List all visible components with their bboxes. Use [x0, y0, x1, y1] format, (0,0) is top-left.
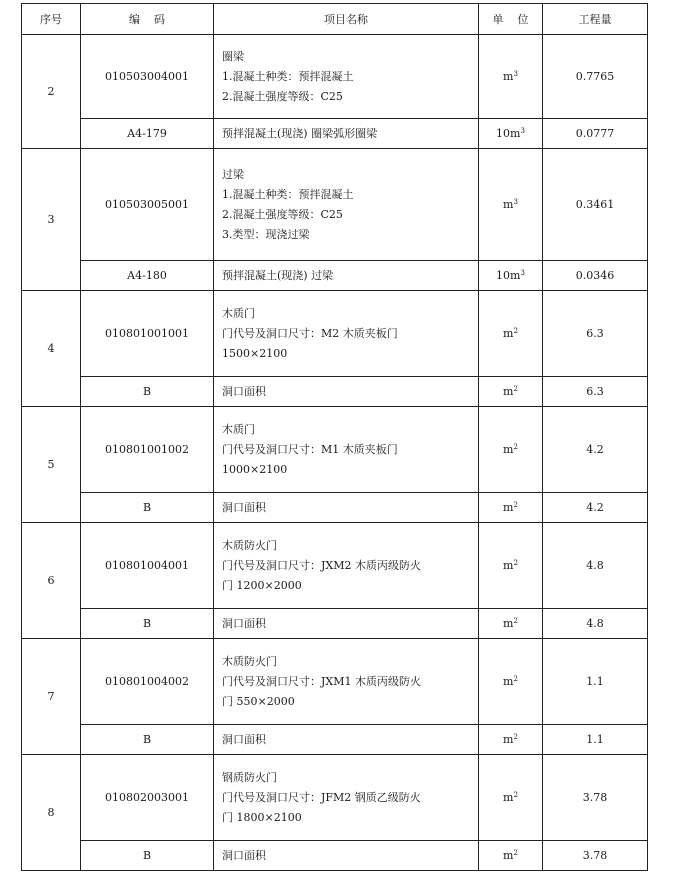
table-row	[22, 149, 648, 261]
table-row	[22, 841, 648, 871]
unit-base: 10m	[496, 127, 521, 140]
item-description-cell	[214, 291, 479, 377]
description-line: 门代号及洞口尺寸：JXM2 木质丙级防火	[222, 558, 421, 572]
item-description-cell: 洞口面积	[214, 493, 479, 523]
unit-exponent: 2	[513, 849, 518, 857]
unit-base: m	[503, 733, 514, 746]
table-row	[22, 639, 648, 725]
item-description-cell	[214, 639, 479, 725]
quantity-cell: 6.3	[543, 377, 648, 407]
item-description-cell	[214, 523, 479, 609]
code-cell: B	[81, 725, 214, 755]
table-row	[22, 291, 648, 377]
unit-cell	[479, 523, 543, 609]
unit-base: m	[503, 327, 514, 340]
quantity-cell: 3.78	[543, 841, 648, 871]
unit-base: m	[503, 617, 514, 630]
unit-base: m	[503, 198, 514, 211]
unit-base: m	[503, 791, 514, 804]
quantity-cell: 4.8	[543, 609, 648, 639]
item-description-cell: 洞口面积	[214, 841, 479, 871]
item-description-cell	[214, 149, 479, 261]
description-line: 钢质防火门	[222, 770, 277, 784]
code-cell: 010801004002	[81, 639, 214, 725]
unit-exponent: 2	[513, 327, 518, 335]
item-description-cell: 洞口面积	[214, 609, 479, 639]
unit-base: 10m	[496, 269, 521, 282]
table-row	[22, 755, 648, 841]
table-header-row	[22, 4, 648, 35]
description-line: 门代号及洞口尺寸：JXM1 木质丙级防火	[222, 674, 421, 688]
table-row	[22, 261, 648, 291]
quantity-cell: 0.7765	[543, 35, 648, 119]
quantity-cell: 0.0777	[543, 119, 648, 149]
description-line: 门 550×2000	[222, 694, 295, 708]
unit-cell	[479, 291, 543, 377]
unit-base: m	[503, 70, 514, 83]
unit-exponent: 2	[513, 559, 518, 567]
unit-exponent: 3	[520, 269, 525, 277]
seq-cell: 2	[22, 35, 81, 149]
description-line: 2.混凝土强度等级：C25	[222, 89, 343, 103]
header-qty: 工程量	[543, 4, 648, 35]
item-description-cell: 洞口面积	[214, 377, 479, 407]
quantity-cell: 3.78	[543, 755, 648, 841]
unit-exponent: 2	[513, 675, 518, 683]
item-description-cell	[214, 755, 479, 841]
quantity-cell: 0.0346	[543, 261, 648, 291]
code-cell: B	[81, 609, 214, 639]
quantity-cell: 1.1	[543, 725, 648, 755]
item-description-cell: 预拌混凝土(现浇) 圈梁弧形圈梁	[214, 119, 479, 149]
table-row	[22, 493, 648, 523]
table-row	[22, 35, 648, 119]
unit-exponent: 2	[513, 501, 518, 509]
seq-cell: 8	[22, 755, 81, 871]
code-cell: 010801004001	[81, 523, 214, 609]
unit-cell	[479, 407, 543, 493]
unit-base: m	[503, 675, 514, 688]
unit-cell	[479, 725, 543, 755]
quantity-cell: 1.1	[543, 639, 648, 725]
quantity-cell: 6.3	[543, 291, 648, 377]
quantity-cell: 4.2	[543, 407, 648, 493]
description-line: 木质防火门	[222, 654, 277, 668]
seq-cell: 3	[22, 149, 81, 291]
code-cell: B	[81, 493, 214, 523]
table-row	[22, 377, 648, 407]
table-row	[22, 725, 648, 755]
code-cell: B	[81, 841, 214, 871]
description-line: 3.类型：现浇过梁	[222, 227, 310, 241]
header-code: 编 码	[81, 4, 214, 35]
code-cell: 010802003001	[81, 755, 214, 841]
description-line: 圈梁	[222, 49, 244, 63]
seq-cell: 4	[22, 291, 81, 407]
quantity-cell: 4.8	[543, 523, 648, 609]
code-cell: 010503004001	[81, 35, 214, 119]
unit-exponent: 3	[513, 198, 518, 206]
unit-cell	[479, 841, 543, 871]
code-cell: A4-179	[81, 119, 214, 149]
unit-exponent: 2	[513, 385, 518, 393]
seq-cell: 5	[22, 407, 81, 523]
code-cell: 010503005001	[81, 149, 214, 261]
table-row	[22, 119, 648, 149]
item-description-cell	[214, 35, 479, 119]
unit-base: m	[503, 501, 514, 514]
quantity-cell: 0.3461	[543, 149, 648, 261]
description-line: 木质防火门	[222, 538, 277, 552]
unit-exponent: 2	[513, 443, 518, 451]
unit-exponent: 2	[513, 617, 518, 625]
quantity-cell: 4.2	[543, 493, 648, 523]
unit-cell	[479, 149, 543, 261]
unit-cell	[479, 119, 543, 149]
unit-cell	[479, 35, 543, 119]
unit-exponent: 2	[513, 791, 518, 799]
code-cell: B	[81, 377, 214, 407]
description-line: 木质门	[222, 422, 255, 436]
table-row	[22, 523, 648, 609]
unit-cell	[479, 261, 543, 291]
item-description-cell	[214, 407, 479, 493]
description-line: 门代号及洞口尺寸：JFM2 钢质乙级防火	[222, 790, 421, 804]
header-unit: 单 位	[479, 4, 543, 35]
table-row	[22, 609, 648, 639]
unit-exponent: 2	[513, 733, 518, 741]
description-line: 过梁	[222, 167, 244, 181]
seq-cell: 6	[22, 523, 81, 639]
unit-base: m	[503, 849, 514, 862]
unit-base: m	[503, 559, 514, 572]
unit-cell	[479, 609, 543, 639]
description-line: 木质门	[222, 306, 255, 320]
description-line: 门 1200×2000	[222, 578, 302, 592]
unit-cell	[479, 377, 543, 407]
unit-cell	[479, 755, 543, 841]
code-cell: 010801001002	[81, 407, 214, 493]
description-line: 门 1800×2100	[222, 810, 302, 824]
item-description-cell: 预拌混凝土(现浇) 过梁	[214, 261, 479, 291]
code-cell: 010801001001	[81, 291, 214, 377]
unit-cell	[479, 639, 543, 725]
description-line: 1.混凝土种类：预拌混凝土	[222, 187, 354, 201]
table-body	[22, 35, 648, 871]
header-name: 项目名称	[214, 4, 479, 35]
unit-base: m	[503, 443, 514, 456]
unit-cell	[479, 493, 543, 523]
description-line: 门代号及洞口尺寸：M1 木质夹板门	[222, 442, 398, 456]
item-description-cell: 洞口面积	[214, 725, 479, 755]
description-line: 门代号及洞口尺寸：M2 木质夹板门	[222, 326, 398, 340]
quantity-table	[21, 3, 648, 871]
description-line: 1500×2100	[222, 346, 288, 360]
description-line: 1000×2100	[222, 462, 288, 476]
unit-exponent: 3	[513, 70, 518, 78]
description-line: 2.混凝土强度等级：C25	[222, 207, 343, 221]
description-line: 1.混凝土种类：预拌混凝土	[222, 69, 354, 83]
table-row	[22, 407, 648, 493]
unit-exponent: 3	[520, 127, 525, 135]
header-seq: 序号	[22, 4, 81, 35]
seq-cell: 7	[22, 639, 81, 755]
code-cell: A4-180	[81, 261, 214, 291]
unit-base: m	[503, 385, 514, 398]
